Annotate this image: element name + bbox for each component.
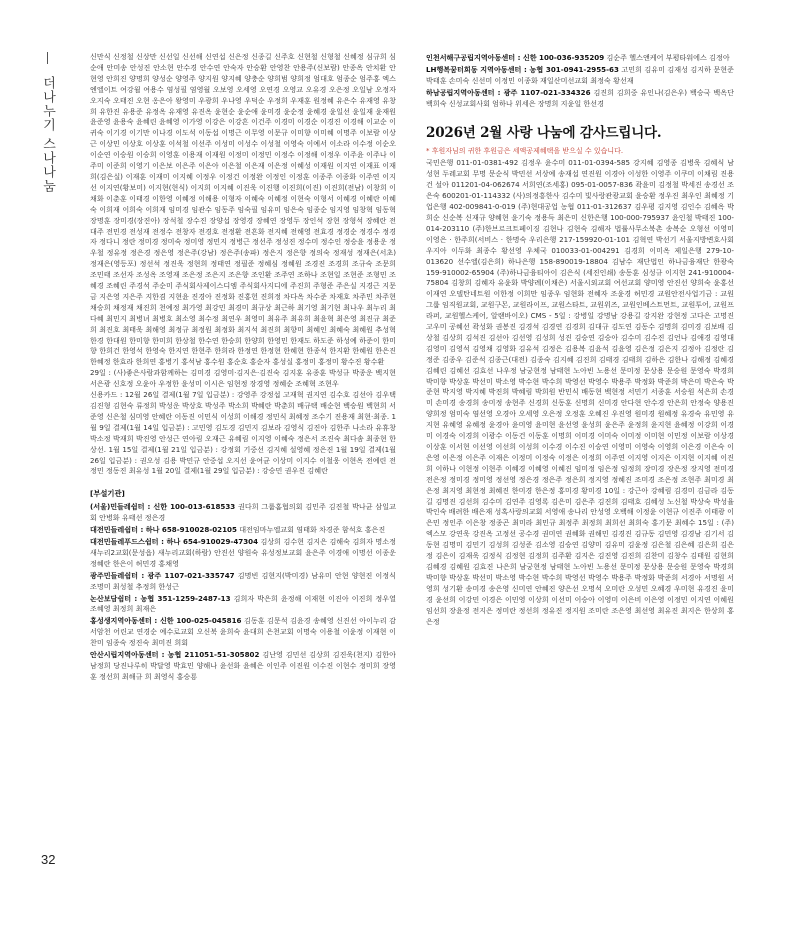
affiliate-names: 대전임마누엘교회 염태화 차경준 함석호 홍은진 [239, 525, 386, 535]
affiliate-org: LH행복꿈터희동 지역아동센터 [426, 64, 522, 74]
affiliate-names: 김진희 김희중 유인나(김은우) 백승국 백옥단 백희숙 신성교회사회 엄하나 위세은 장명희 지윤일 한선경 [426, 87, 734, 108]
affiliate-entry: 인천서해구공립지역아동센터 : 신한 100-036-935209 김순주 헬스앤케어 부평타워에스 김정아 [426, 53, 730, 62]
affiliate-org: 홍성생지역아동센터 [90, 616, 152, 626]
affiliate-entry: 광주민들레쉼터 : 광주 1107-021-335747 김명빈 김현지(박미경) 남유미 안현 양현진 이정식 조명미 최성철 추정희 한성근 [90, 570, 396, 591]
tax-deduction-note: * 후원자님의 귀한 후원금은 세액공제혜택을 받으실 수 있습니다. [426, 146, 624, 155]
affiliate-entry: 논산보담쉼터 : 농협 351-1259-2487-13 김희자 박은희 윤정해 이재현 이진아 이진희 정우열 조혜영 최정희 최재은 [90, 593, 396, 614]
donor-block-29-text: 29일 : (사)좋은사람과함께하는 김미경 김영미·김지은·김진숙 김지훈 유종훈 박성규 박종운 백지현 서은광 신호정 오윤아 우정한 윤성미 이시은 임현정 장경영 정혜순 조혜혁 조현우 [90, 368, 396, 389]
affiliate-account: 광주 1107-021-334326 [503, 87, 591, 97]
affiliate-entry: 대전민들레푸드스쉼터 : 하나 654-910029-47304 김상희 김수현 김지은 김해숙 김희자 명소정 새누리2교회(문성읍) 새누리교회(하람) 안진선 양원숙 유성정보교회 윤은주 이경애 이명선 이종운 정혜란 한은이 허민경 홍채영 [90, 536, 396, 568]
affiliate-org: 논산보담쉼터 [90, 593, 132, 603]
page-number: 32 [41, 852, 56, 867]
affiliate-entry: 하남공립지역아동센터 : 광주 1107-021-334326 김진희 김희중 유인나(김은우) 백승국 백옥단 백희숙 신성교회사회 엄하나 위세은 장명희 지윤일 한선경 [426, 87, 734, 108]
affiliate-names: 김동훈 김문석 김윤경 송혜영 신진선 아이누리 감서암천 어린교 연경순 예수로교회 오신북 윤희숙 윤대희 은천교회 이명숙 이용철 이윤정 이재현 이찬미 임종숙 정진숙 최미진 희회 [90, 616, 396, 648]
affiliate-names: 김상희 김수현 김지은 김해숙 김희자 명소정 새누리2교회(문성읍) 새누리교회(하람) 안진선 양원숙 유성정보교회 윤은주 이경애 이명선 이종운 정혜란 한은이 허민경 홍채영 [90, 536, 396, 568]
affiliate-names: 고민희 김유미 김재성 김지하 문현준 박태훈 손미숙 신선미 이정민 이종화 재일산미선교회 최정숙 황선재 [426, 64, 734, 85]
affiliate-org: 대전민들레쉼터 [90, 525, 138, 535]
affiliate-account: 농협 301-0941-2955-63 [529, 64, 619, 74]
thanks-section-title: 2026년 2월 사랑 나눔에 감사드립니다. [426, 124, 662, 141]
donor-block-29 [90, 368, 396, 390]
left-column [90, 52, 396, 908]
affiliate-entry: 안산시립지역아동센터 : 농협 211051-51-305802 김난영 김민선 김상희 김진욱(천지) 김한아 남정희 당진나루히 박달영 박효민 양해나 윤선화 윤혜은 이인주 이진원 이수진 이현수 정미희 장영훈 정선희 최해규 희 최영식 홍승룡 [90, 650, 396, 681]
affiliate-entry: 홍성생지역아동센터 : 신한 100-025-045816 김동훈 김문석 김윤경 송혜영 신진선 아이누리 감서암천 어린교 연경순 예수로교회 오신북 윤희숙 윤대희 은천교회 이명숙 이용철 이윤정 이재현 이찬미 임종숙 정진숙 최미진 희회 [90, 616, 396, 648]
affiliated-heading: [부설기관] [90, 489, 125, 499]
affiliate-account: 하나 654-910029-47304 [166, 536, 259, 546]
side-divider-line [47, 52, 48, 64]
affiliate-org: 하남공립지역아동센터 [426, 87, 495, 97]
affiliate-account: 하나 658-910028-02105 [145, 525, 237, 535]
affiliate-names: 김희자 박은희 윤정해 이재현 이진아 이진희 정우열 조혜영 최정희 최재은 [90, 593, 396, 614]
affiliate-names: 권다희 그룹홈협의회 김민주 김진철 박나균 삼일교회 안병화 유태선 정은경 [90, 502, 396, 523]
thanks-donor-list: 국민은행 011-01-0381-492 김정우 윤수미 011-01-0394-585 강지혜 김영종 김병욱 김혜식 남성현 두레교회 무명 문순식 박민선 서상예 송재섭 연진원 이경아 이성한 이영주 이쿠미 이채림 진용건 설아 011201-04-062674 서희연(조세홍) 095-01-0057-836 곽윤미 김정철 박세진 송경선 조은숙 600201-01-114332 (사)의정흥한사 김수미 빛사랑관광교회 윤승환 정우진 최우인 최혜정 기업은행 402-009841-0-019 (주)현대공업 농협 011-01-312637 김우평 김지영 김인수 김혜옥 박희순 신순복 신재규 양혜현 윤기숙 정용득 최은미 신한은행 100-000-795937 윤인철 박태진 100-014-203110 (주)한브르크트페이징 김현나 김현숙 김해자 법률사무소북촌 송복순 오형선 이영미 이영은 · 한주희(서비스 · 한명숙 우리은행 217-159920-01-101 김혁연 박선기 서울지방변호사회 우지아 이두화 최종수 황선영 우체국 010033-01-004291 김경희 이미옥 제일은행 279-10-013620 선수엘(김은희) 하나은행 158-890019-18804 김남수 재단법인 하나금융재단 한광숙 159-910002-65904 (주)하나금융티아이 김은식 (세진인쇄) 송동훈 심성규 이지현 241-910004-75804 김창희 김혜자 유윤화 박양례(이채은) 서울시외교회 여선교회 양미영 안진선 양희숙 윤홍선 이재연 오델탄네트원 이한정 이희만 임종우 임현화 전혜자 조윤경 허민경 교원안전사업기금 : 교원그룹 임직원교회, 교원구몬, 교원라이프, 교원스타트, 교원위즈, 교원인베스트먼트, 교원투어, 교원프라퍼, 교원헬스케어, 알랜바이오) CMS - 5일 : 강병일 강명남 강용길 강지완 강현정 고다은 고명진 고우미 공혜선 곽성화 권봉진 김경석 김경연 김경희 김대규 김도연 김동수 김명희 김미경 김보배 김상철 김상희 김석진 김선아 김선영 김성희 성진 김승연 김승아 김수미 김수진 김언나 김애경 김영대 김영미 김영석 김영채 김영화 김유석 김정은 김용복 김윤석 김윤영 김은정 김은지 김정아 김정란 김정준 김종우 김준석 김종근(대전) 김종숙 김지혜 김진희 김태경 김태희 김하은 김한나 김해정 김혜경 김혜린 김혜선 김효선 나우정 남궁현정 남태현 노아빈 노용선 문미정 문상용 문승원 문영숙 박경희 박미향 박상훈 박선미 박소영 박수현 박수희 박영선 박영수 박용주 박정화 박준희 박은미 박은숙 박준현 박지영 박지혜 박진희 박혜림 박희원 반민식 배동현 백현정 서민기 서종훈 서승원 석은희 손경미 손미경 송경희 송미정 송현주 신경희 신동훈 신명희 신미경 안다현 안수경 안은희 안정숙 양용진 양희정 엄미숙 염선영 오경아 오세영 오은정 오정훈 오혜진 우진영 원미경 원혜정 유경숙 유민영 유지현 유혜영 유혜정 윤경아 윤미영 윤미현 윤선영 윤성희 윤은주 윤정희 윤지현 윤혜정 이강희 이경미 이경숙 이경희 이광수 이동건 이동훈 이명희 이미경 이미숙 이미정 이미현 이민정 이보람 이상경 이상훈 이서현 이선영 이선희 이성희 이수경 이수진 이승연 이영미 이영숙 이영희 이은경 이은숙 이은영 이은정 이은주 이재은 이정미 이정숙 이정은 이정희 이주연 이지영 이지은 이지현 이지혜 이진희 이하나 이현정 이현주 이혜경 이혜영 이혜진 임미정 임은정 임정희 장미경 장은정 장지영 전미경 전은정 정미경 정미영 정선영 정은경 정은주 정은희 정지영 정혜진 조미경 조은정 조현주 최미경 최은정 최지영 최현정 최혜진 한미경 한은정 홍미경 황미경 10일 : 강근아 강혜림 김경미 김금라 김동길 김명진 김선희 김수미 김연주 김영록 김은미 김은주 김진희 김태호 김혜성 노신철 박상숙 박성율 박인숙 배려한 배은재 성혹사랑의교회 서영애 송나리 안성영 오백해 이정윤 이현규 이진주 이태광 이은민 정인주 이은창 정종곤 최미라 최민규 최정주 최정희 최희선 최희숙 홍기문 최혜수 15일 : (주)엑스모 강연욱 강진옥 고정선 공수경 권미연 권혜화 권해민 김경진 김규동 김민영 김경남 김기서 김동현 김명미 김민기 김성희 김성준 김소영 김승연 김양미 김유미 김윤정 김은철 김은혜 김은희 김은정 김은이 김재욱 김정식 김정현 김정희 김주환 김지은 김진영 김진희 김찬미 김창수 김태원 김현희 김혜경 김혜원 김효진 나은희 남궁현정 남태현 노아빈 노용선 문미정 문상용 문승원 문영숙 박경희 박미향 박상훈 박선미 박소영 박수현 박수희 박영선 박영수 박용주 박정화 박준희 서경아 서명원 서영희 성기환 송미경 송은영 신미연 안혜진 양은선 오명석 오미란 오성민 오혜경 우미현 유경진 윤미경 윤선희 이강민 이경은 이민영 이상희 이선미 이승아 이영미 이은비 이은영 이정민 이지연 이혜원 임선희 장윤정 전지은 정미란 정선희 정유진 정지원 조미란 조은영 최선영 최유진 최지은 한상희 홍은정 [426, 158, 734, 626]
affiliate-entry: (서울)민들레쉼터 : 신한 100-013-618533 권다희 그룹홈협의회 김민주 김진철 박나균 삼일교회 안병화 유태선 정은경 [90, 502, 396, 523]
affiliate-org: 대전민들레푸드스쉼터 [90, 536, 159, 546]
affiliate-account: 신한 100-025-045816 [159, 616, 242, 626]
affiliate-entry: LH행복꿈터희동 지역아동센터 : 농협 301-0941-2955-63 고민희 김유미 김재성 김지하 문현준 박태훈 손미숙 신선미 이정민 이종화 재일산미선교회 최정숙 황선재 [426, 64, 734, 85]
affiliate-account: 농협 351-1259-2487-13 [140, 593, 231, 603]
affiliate-org: 광주민들레쉼터 [90, 570, 138, 580]
affiliate-account: 광주 1107-021-335747 [147, 570, 235, 580]
affiliate-org: 인천서해구공립지역아동센터 [426, 53, 516, 62]
donor-names-block: 신만식 신정철 신상만 신선일 신선해 신연섭 신은정 신종길 신주호 신현철 신형철 신혜정 심규희 심순애 안미송 안성진 안소현 안수경 안수연 안숙자 안승환 안영찬 안용주(신보람) 안종옥 안치환 안현영 안희진 양명희 양성순 양영주 양지원 양지혜 양충순 양희범 양희정 엄대호 엄종순 엄주홍 엑스엔엘이트 여강월 여용수 염성필 염영월 오보영 오세영 오연경 오영교 오유경 오은정 오일남 오정자 오지숙 오태진 오현 옹은아 왕영미 우광희 우나영 우덕순 우정희 우재훈 원정혜 유은수 유재영 유창희 유한진 유용준 유정옥 유재영 유진옥 윤현순 윤순애 윤미경 윤순정 윤혜경 윤일선 윤일재 윤재원 윤준영 윤용숙 윤혜린 윤혜영 이가영 이강은 이강흔 이건주 이경미 이경순 이경진 이경해 이교순 이귀숙 이기경 이기만 이나경 이도석 이동섭 이명근 이무영 이문규 이미향 이미혜 이명주 이보람 이상근 이상민 이상호 이상훈 이석철 이선주 이성미 이성수 이성철 이영숙 이예서 이소라 이수정 이순오 이순연 이승원 이승희 이영훈 이용재 이재원 이정미 이정민 이정수 이정해 이정우 이주윤 이주나 이주미 이준희 이영기 이은보 이은주 이은아 이은철 이은재 이은정 이혜성 이재원 이지연 이재표 이재희(김은실) 이재훈 이재미 이지혜 이정우 이정건 이정완 이정인 이정훈 이종주 이종화 이주연 이지선 이지연(황보미) 이지현(현식) 이지희 이지혜 이진욱 이진행 이진희(이진) 이진희(전남) 이창희 이채화 이춘훈 이태경 이한영 이혜정 이해용 이형자 이혜숙 이혜정 이현숙 이형서 이혜경 이혜란 이혜숙 이희재 이희숙 이희재 임미경 임관수 임동주 임숙필 임유미 임은숙 임종순 임지영 임창혁 임동혁 장명훈 장미경(장진아) 장석철 장수진 장양섭 장영경 장혜연 장영두 장인석 장현 장형석 장혜란 전대주 전민경 전성재 전정수 전창자 전경호 전정환 전흔화 전지혜 전해영 전효경 정경순 정경수 정경자 정다니 정란 정미경 정미숙 정미영 정민지 정병근 정선주 정성진 정수미 정수인 정승윤 정용운 정우철 정유정 정은경 정은영 정은주(강남) 정은주(송파) 정은지 정은향 정의숙 정재성 정재은(서초) 정재은(영등포) 정선석 정진욱 정현희 정태연 정필준 정혜심 정혜원 조경진 조경희 조규숙 조문희 조민태 조선자 조성옥 조영재 조은정 조은지 조은향 조인환 조주연 조하나 조현일 조현준 조형민 조혜경 조혜린 주경석 주순미 주식회사제이스디엠 주식회사지디에 주진희 주형준 주은실 지경근 지문금 지은영 지은주 지한겸 지현윤 진경아 진정화 진홍헌 진희정 차다옥 차수준 차재호 차주민 차주현 채승희 채정재 채진희 천예정 최가영 최강민 최경미 최규상 최근하 최기영 최기현 최나우 최누리 최다혜 최민지 최병녀 최병호 최소영 최수정 최연우 최영미 최유주 최유희 최윤혁 최은영 최진규 최준희 최진호 최태욱 최해영 최정규 최정원 최정화 최지석 최진희 최향미 최혜인 최혜숙 최혜원 추성혁 한경 한대원 한미향 한미희 한상철 한수연 한승희 한양희 한영민 한재도 하도준 하성예 하준이 한미향 한희건 한영석 한영숙 한지연 한현주 한희라 한정연 한정현 한혜현 한종석 한지환 한혜원 한은진 한혜정 한효라 한희연 홍병기 홍석남 홍수원 홍순호 홍순자 홍성실 홍정미 홍정미 황수진 황수환 [90, 52, 396, 367]
credit-card-block [90, 390, 396, 477]
affiliate-account: 신한 100-036-935209 [522, 53, 605, 62]
affiliate-names: 김순주 헬스앤케어 부평타워에스 김정아 [606, 53, 730, 62]
affiliate-org: 안산시립지역아동센터 [90, 650, 159, 660]
affiliate-entry: 대전민들레쉼터 : 하나 658-910028-02105 대전임마누엘교회 염태화 차경준 함석호 홍은진 [90, 525, 386, 535]
credit-card-text: 신용카드 : 12월 26일 결제(1월 7일 입금분) : 강영주 강정섭 고재혁 권지연 김수호 김선아 김우택 김진형 김현숙 류정희 박성운 박상호 박성주 박소희 박혜란 박춘희 배규택 배순현 백승원 백현희 서준영 신은철 심미영 안혜란 이동진 이민식 이성희 이해경 정민식 최혜정 조수기 진용재 최현·최종. 1월 9일 결제(1월 14일 입금분) : 고민영 김도경 김민지 김보라 김영식 김진아 김한주 나소라 유휴창 박소정 박재희 박진영 안성근 연아림 오재근 유혜림 이지영 이혜숙 정은서 조진숙 최다솜 최종현 한상선. 1월 15일 결제(1월 21일 입금분) : 강정회 기중선 김지혜 설영혜 정은진 1월 19일 결제(1월 26일 입금분) : 권오성 김용 박민규 안중섭 오지선 윤여균 이상미 이지수 이철웅 이현옥 전예린 전정민 정동진 최유성 1월 20일 결제(1월 29일 입금분) : 강승민 권우진 김혜란 [90, 390, 396, 476]
right-column [426, 52, 734, 908]
affiliate-org: (서울)민들레쉼터 [90, 502, 145, 512]
affiliate-names: 김명빈 김현지(박미경) 남유미 안현 양현진 이정식 조명미 최성철 추정희 한성근 [90, 570, 396, 591]
affiliate-account: 농협 211051-51-305802 [167, 650, 260, 660]
side-section-title: 더나누기 스나나눔 [40, 76, 55, 194]
affiliate-names: 김난영 김민선 김상희 김진욱(천지) 김한아 남정희 당진나루히 박달영 박효민 양해나 윤선화 윤혜은 이인주 이진원 이수진 이현수 정미희 장영훈 정선희 최해규 희 최영식 홍승룡 [90, 650, 396, 681]
affiliate-account: 신한 100-013-618533 [153, 502, 236, 512]
